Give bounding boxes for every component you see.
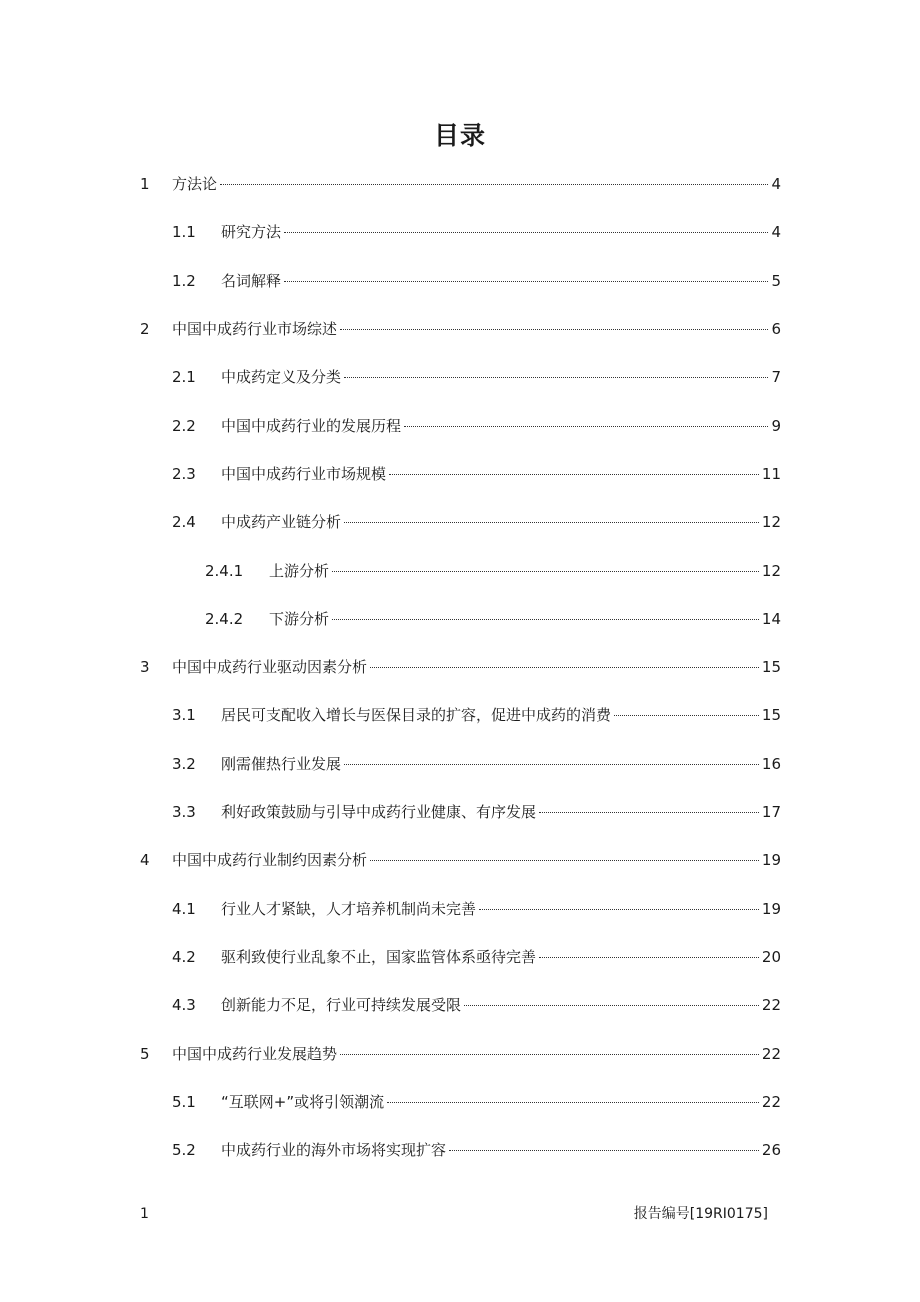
toc-entry-title: 中国中成药行业制约因素分析 (172, 851, 368, 870)
toc-entry-row (221, 366, 781, 388)
toc-entry-number: 3.1 (172, 706, 196, 725)
toc-dot-leader (340, 1054, 759, 1055)
toc-entry-title: 中国中成药行业的发展历程 (221, 416, 402, 435)
toc-entry-page: 20 (761, 947, 781, 966)
toc-dot-leader (284, 281, 768, 282)
toc-entry-number: 2.4.2 (205, 609, 244, 628)
toc-entry-number: 2.2 (172, 416, 196, 435)
toc-dot-leader (539, 957, 759, 958)
toc-dot-leader (332, 619, 759, 620)
toc-entry-page: 22 (761, 996, 781, 1015)
toc-entry[interactable] (0, 402, 920, 450)
toc-entry-title: 利好政策鼓励与引导中成药行业健康、有序发展 (221, 803, 537, 822)
toc-entry-page: 15 (761, 706, 781, 725)
toc-entry-page: 15 (761, 658, 781, 677)
toc-entry-number: 5.1 (172, 1092, 196, 1111)
toc-entry-number: 2.4.1 (205, 561, 244, 580)
toc-entry-page: 16 (761, 754, 781, 773)
toc-entry-page: 5 (771, 271, 781, 290)
toc-entry-row (221, 511, 781, 533)
toc-entry[interactable] (0, 1126, 920, 1174)
toc-entry-number: 2.4 (172, 513, 196, 532)
toc-dot-leader (389, 474, 759, 475)
toc-entry-number: 3 (140, 658, 150, 677)
toc-entry[interactable] (0, 1029, 920, 1077)
toc-entry-title: 中成药定义及分类 (221, 368, 342, 387)
toc-entry[interactable] (0, 643, 920, 691)
toc-entry-row (172, 1043, 781, 1065)
toc-entry-title: 中国中成药行业发展趋势 (172, 1044, 338, 1063)
toc-entry[interactable] (0, 691, 920, 739)
toc-entry-row (221, 463, 781, 485)
toc-entry-row (221, 801, 781, 823)
toc-entry[interactable] (0, 208, 920, 256)
toc-entry-number: 5.2 (172, 1141, 196, 1160)
toc-entry[interactable] (0, 933, 920, 981)
toc-dot-leader (344, 522, 759, 523)
toc-entry-row (221, 221, 781, 243)
toc-entry-page: 6 (771, 320, 781, 339)
toc-entry-page: 14 (761, 609, 781, 628)
toc-entry[interactable] (0, 981, 920, 1029)
toc-dot-leader (370, 860, 759, 861)
toc-dot-leader (370, 667, 759, 668)
toc-entry-row (221, 753, 781, 775)
toc-entry[interactable] (0, 885, 920, 933)
toc-entry[interactable] (0, 546, 920, 594)
toc-entry-row (221, 1139, 781, 1161)
toc-entry-title: 中国中成药行业市场规模 (221, 464, 387, 483)
toc-dot-leader (449, 1150, 759, 1151)
toc-entry[interactable] (0, 305, 920, 353)
toc-entry-title: 居民可支配收入增长与医保目录的扩容，促进中成药的消费 (221, 706, 612, 725)
toc-entry-title: 行业人才紧缺，人才培养机制尚未完善 (221, 899, 477, 918)
toc-dot-leader (344, 377, 768, 378)
toc-entry-page: 19 (761, 899, 781, 918)
toc-entry-page: 12 (761, 513, 781, 532)
page-title: 目录 (433, 121, 486, 150)
toc-entry[interactable] (0, 788, 920, 836)
toc-entry-number: 3.3 (172, 803, 196, 822)
toc-entry[interactable] (0, 740, 920, 788)
toc-entry-row (221, 898, 781, 920)
toc-entry[interactable] (0, 353, 920, 401)
toc-entry[interactable] (0, 498, 920, 546)
toc-dot-leader (539, 812, 759, 813)
toc-entry-title: 中成药行业的海外市场将实现扩容 (221, 1141, 447, 1160)
table-of-contents (0, 160, 920, 1160)
toc-entry-number: 1.1 (172, 223, 196, 242)
toc-entry-page: 17 (761, 803, 781, 822)
toc-entry-title: 中国中成药行业市场综述 (172, 320, 338, 339)
toc-entry[interactable] (0, 450, 920, 498)
toc-entry-page: 4 (771, 175, 781, 194)
toc-entry-number: 4 (140, 851, 150, 870)
toc-entry-row (221, 704, 781, 726)
footer-report-id: 报告编号[19RI0175] (633, 1206, 768, 1222)
toc-dot-leader (344, 764, 759, 765)
toc-entry-title: 创新能力不足，行业可持续发展受限 (221, 996, 462, 1015)
toc-entry-title: 中国中成药行业驱动因素分析 (172, 658, 368, 677)
toc-dot-leader (614, 715, 759, 716)
toc-entry-row (172, 318, 781, 340)
toc-entry-title: 中成药产业链分析 (221, 513, 342, 532)
toc-entry-number: 3.2 (172, 754, 196, 773)
toc-entry-row (172, 849, 781, 871)
toc-entry[interactable] (0, 160, 920, 208)
toc-entry-page: 4 (771, 223, 781, 242)
toc-dot-leader (479, 909, 759, 910)
toc-entry-row (221, 1091, 781, 1113)
toc-entry-page: 7 (771, 368, 781, 387)
toc-entry-page: 22 (761, 1092, 781, 1111)
toc-entry[interactable] (0, 595, 920, 643)
toc-entry-number: 5 (140, 1044, 150, 1063)
toc-entry-number: 1 (140, 175, 150, 194)
toc-dot-leader (220, 184, 768, 185)
toc-entry-page: 26 (761, 1141, 781, 1160)
toc-entry-row (221, 994, 781, 1016)
toc-dot-leader (332, 571, 759, 572)
toc-entry-page: 11 (761, 464, 781, 483)
toc-entry-title: 研究方法 (221, 223, 282, 242)
toc-entry-title: 驱利致使行业乱象不止，国家监管体系亟待完善 (221, 947, 537, 966)
toc-entry-number: 4.2 (172, 947, 196, 966)
toc-entry[interactable] (0, 257, 920, 305)
toc-entry-row (221, 270, 781, 292)
toc-entry-row (221, 946, 781, 968)
toc-entry-title: 刚需催热行业发展 (221, 754, 342, 773)
toc-entry-page: 22 (761, 1044, 781, 1063)
toc-entry-title: 下游分析 (269, 609, 330, 628)
toc-entry-page: 12 (761, 561, 781, 580)
toc-dot-leader (284, 232, 768, 233)
toc-entry[interactable] (0, 836, 920, 884)
toc-entry-number: 2 (140, 320, 150, 339)
toc-dot-leader (340, 329, 768, 330)
toc-entry-number: 4.1 (172, 899, 196, 918)
toc-entry-row (269, 560, 781, 582)
toc-dot-leader (387, 1102, 759, 1103)
toc-entry[interactable] (0, 1078, 920, 1126)
toc-entry-title: 名词解释 (221, 271, 282, 290)
toc-entry-number: 1.2 (172, 271, 196, 290)
toc-entry-row (172, 173, 781, 195)
toc-entry-page: 9 (771, 416, 781, 435)
toc-entry-number: 4.3 (172, 996, 196, 1015)
footer-page-number: 1 (140, 1206, 149, 1222)
toc-entry-title: 上游分析 (269, 561, 330, 580)
toc-dot-leader (464, 1005, 759, 1006)
toc-entry-number: 2.3 (172, 464, 196, 483)
toc-entry-row (221, 415, 781, 437)
toc-entry-page: 19 (761, 851, 781, 870)
toc-dot-leader (404, 426, 768, 427)
toc-entry-row (269, 608, 781, 630)
toc-entry-title: “互联网+”或将引领潮流 (221, 1092, 385, 1111)
toc-entry-number: 2.1 (172, 368, 196, 387)
toc-entry-title: 方法论 (172, 175, 218, 194)
toc-entry-row (172, 656, 781, 678)
